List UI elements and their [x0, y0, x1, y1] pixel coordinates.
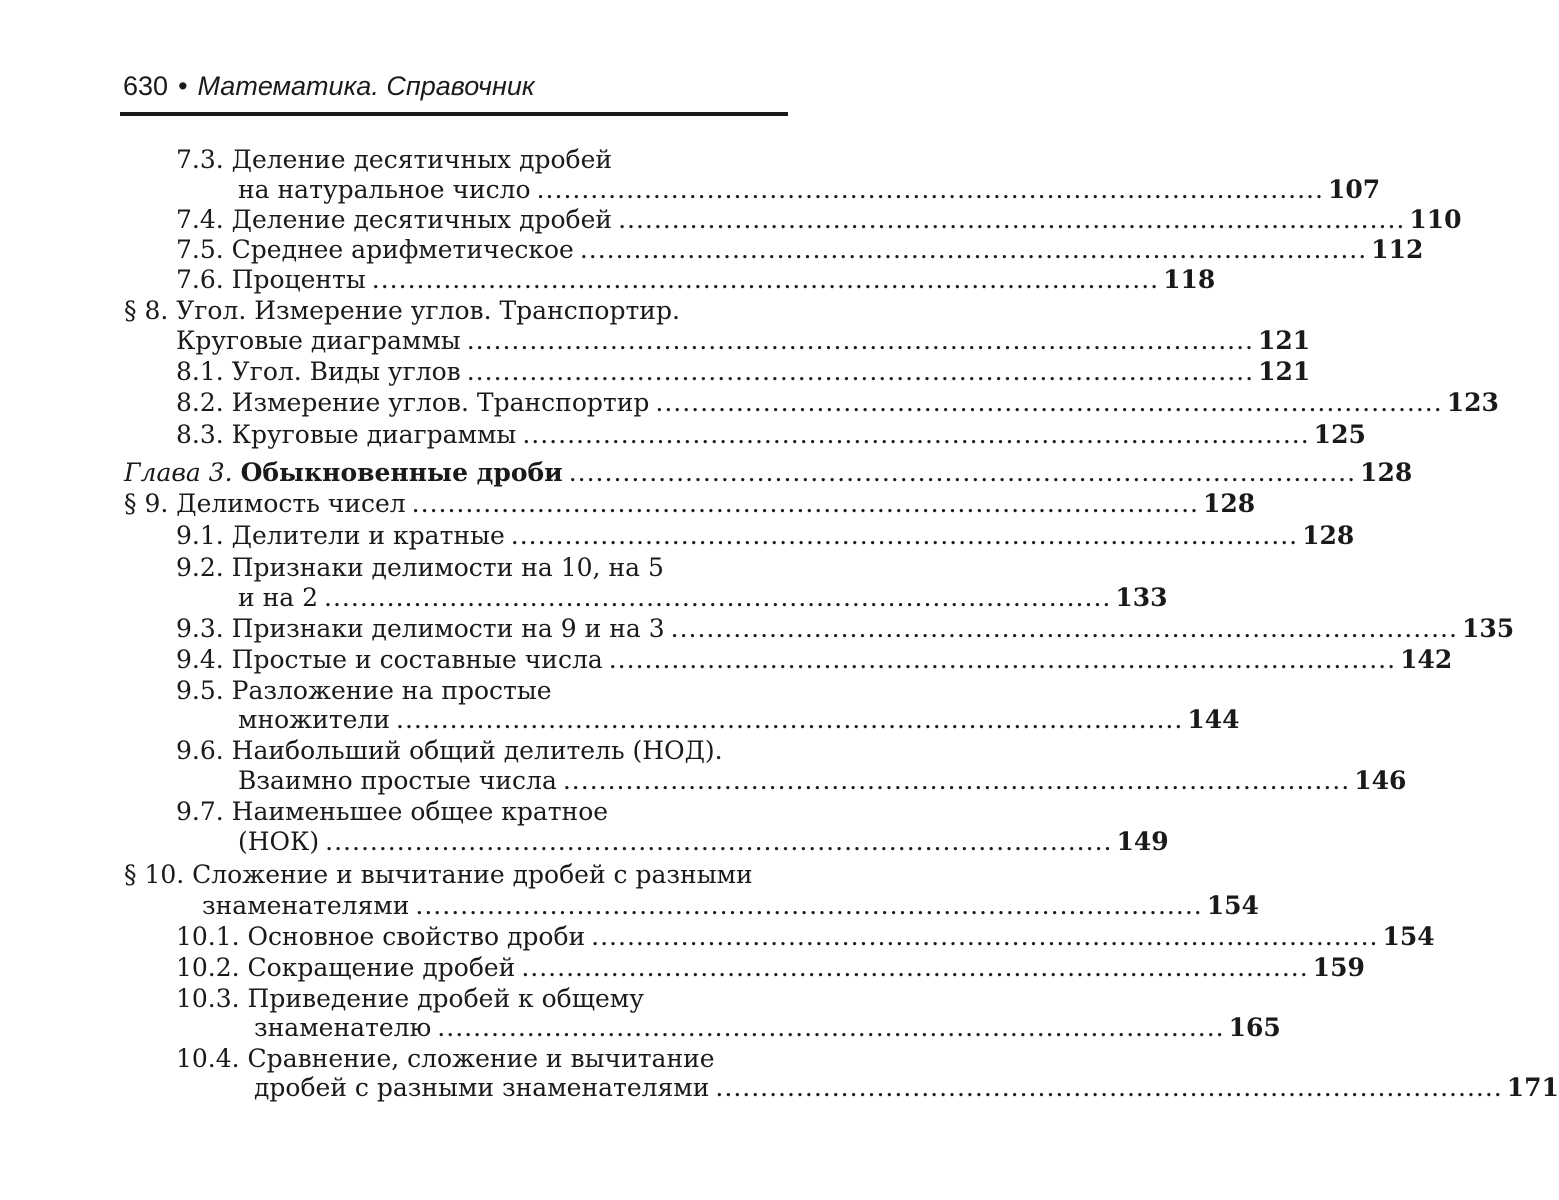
dot-leader: ........................................................................................	[522, 420, 1310, 449]
toc-line: 10.1. Основное свойство дроби ........................................................................................ 154	[176, 922, 1435, 951]
dot-leader: ........................................................................................	[562, 766, 1351, 795]
toc-line: знаменателю ........................................................................................ 165	[254, 1013, 1281, 1042]
dot-leader: ........................................................................................	[715, 1073, 1503, 1102]
dot-leader: ........................................................................................	[466, 326, 1255, 355]
toc-page-number: 149	[1116, 827, 1169, 856]
bullet-icon: •	[178, 71, 188, 101]
dot-leader: ........................................................................................	[536, 175, 1324, 204]
dot-leader: ........................................................................................	[591, 922, 1379, 951]
toc-line: § 10. Сложение и вычитание дробей с разными	[124, 860, 753, 889]
toc-page-number: 128	[1360, 458, 1413, 487]
toc-line: (НОК) ........................................................................................ 149	[238, 827, 1169, 856]
toc-chapter-line	[124, 458, 1413, 488]
toc-line: 10.3. Приведение дробей к общему	[176, 984, 644, 1013]
toc-line: Взаимно простые числа ........................................................................................ 146	[238, 766, 1407, 795]
toc-page-number: 144	[1187, 705, 1240, 734]
toc-page-number: 154	[1206, 891, 1259, 920]
dot-leader: ........................................................................................	[411, 489, 1199, 518]
toc-page-number: 125	[1313, 420, 1366, 449]
toc-line: Круговые диаграммы ........................................................................................ 121	[176, 326, 1311, 355]
toc-page-number: 159	[1312, 953, 1365, 982]
chapter-label: Глава 3.	[124, 458, 233, 487]
toc-line: 8.2. Измерение углов. Транспортир ........................................................................................ 123	[176, 388, 1499, 417]
dot-leader: ........................................................................................	[655, 388, 1443, 417]
dot-leader: ........................................................................................	[396, 705, 1184, 734]
toc-page-number: 118	[1163, 265, 1216, 294]
dot-leader: ........................................................................................	[579, 235, 1368, 264]
toc-line: на натуральное число ........................................................................................ 107	[238, 175, 1381, 204]
toc-page-number: 135	[1461, 614, 1515, 643]
toc-page-number: 112	[1371, 235, 1424, 264]
toc-line: 9.6. Наибольший общий делитель (НОД).	[176, 736, 723, 765]
toc-line: 9.3. Признаки делимости на 9 и на 3 ........................................................................................ 135	[176, 614, 1515, 643]
toc-line: 10.2. Сокращение дробей ........................................................................................ 159	[176, 953, 1365, 982]
toc-page-number: 142	[1400, 645, 1453, 674]
running-header	[123, 68, 535, 104]
header-divider	[120, 112, 788, 116]
toc-line: 10.4. Сравнение, сложение и вычитание	[176, 1044, 715, 1073]
chapter-title: Обыкновенные дроби	[240, 458, 563, 487]
dot-leader: ........................................................................................	[371, 265, 1160, 294]
toc-page-number: 128	[1302, 521, 1355, 550]
toc-page-number: 133	[1115, 583, 1168, 612]
toc-line: 9.2. Признаки делимости на 10, на 5	[176, 553, 664, 582]
dot-leader: ........................................................................................	[325, 827, 1113, 856]
toc-line: 9.5. Разложение на простые	[176, 676, 552, 705]
dot-leader: ........................................................................................	[608, 645, 1397, 674]
dot-leader: ........................................................................................	[415, 891, 1203, 920]
toc-line: 7.4. Деление десятичных дробей ........................................................................................ 110	[176, 205, 1462, 234]
toc-line: и на 2 ........................................................................................ 133	[238, 583, 1168, 612]
toc-line: 9.7. Наименьшее общее кратное	[176, 797, 609, 826]
toc-line: множители ........................................................................................ 144	[238, 705, 1240, 734]
dot-leader: ........................................................................................	[437, 1013, 1225, 1042]
dot-leader: ........................................................................................	[324, 583, 1112, 612]
dot-leader: ........................................................................................	[521, 953, 1309, 982]
toc-page-number: 123	[1446, 388, 1499, 417]
toc-page-number: 128	[1203, 489, 1256, 518]
page-number: 630	[123, 71, 169, 101]
toc-line: знаменателями ........................................................................................ 154	[202, 891, 1259, 920]
toc-line: 7.5. Среднее арифметическое ........................................................................................ 112	[176, 235, 1424, 264]
dot-leader: ........................................................................................	[670, 614, 1458, 643]
toc-line: дробей с разными знаменателями ........................................................................................ 171	[254, 1073, 1559, 1102]
toc-page-number: 171	[1506, 1073, 1559, 1102]
dot-leader: ........................................................................................	[568, 458, 1357, 487]
toc-page-number: 110	[1409, 205, 1462, 234]
toc-line: 9.4. Простые и составные числа ........................................................................................ 142	[176, 645, 1453, 674]
toc-line: 8.3. Круговые диаграммы ........................................................................................ 125	[176, 420, 1366, 449]
toc-line: § 9. Делимость чисел ........................................................................................ 128	[124, 489, 1256, 518]
toc-line: 7.3. Деление десятичных дробей	[176, 145, 613, 174]
toc-line: 8.1. Угол. Виды углов ........................................................................................ 121	[176, 357, 1311, 386]
dot-leader: ........................................................................................	[510, 521, 1299, 550]
toc-line: § 8. Угол. Измерение углов. Транспортир.	[124, 296, 680, 325]
dot-leader: ........................................................................................	[466, 357, 1255, 386]
toc-page-number: 165	[1228, 1013, 1281, 1042]
book-title: Математика. Справочник	[197, 71, 535, 101]
toc-page-number: 107	[1327, 175, 1381, 204]
toc-page-number: 121	[1258, 357, 1311, 386]
toc-page-number: 146	[1354, 766, 1407, 795]
toc-line: 7.6. Проценты ........................................................................................ 118	[176, 265, 1216, 294]
toc-line: 9.1. Делители и кратные ........................................................................................ 128	[176, 521, 1355, 550]
toc-page-number: 121	[1258, 326, 1311, 355]
toc-page-number: 154	[1382, 922, 1435, 951]
dot-leader: ........................................................................................	[618, 205, 1406, 234]
